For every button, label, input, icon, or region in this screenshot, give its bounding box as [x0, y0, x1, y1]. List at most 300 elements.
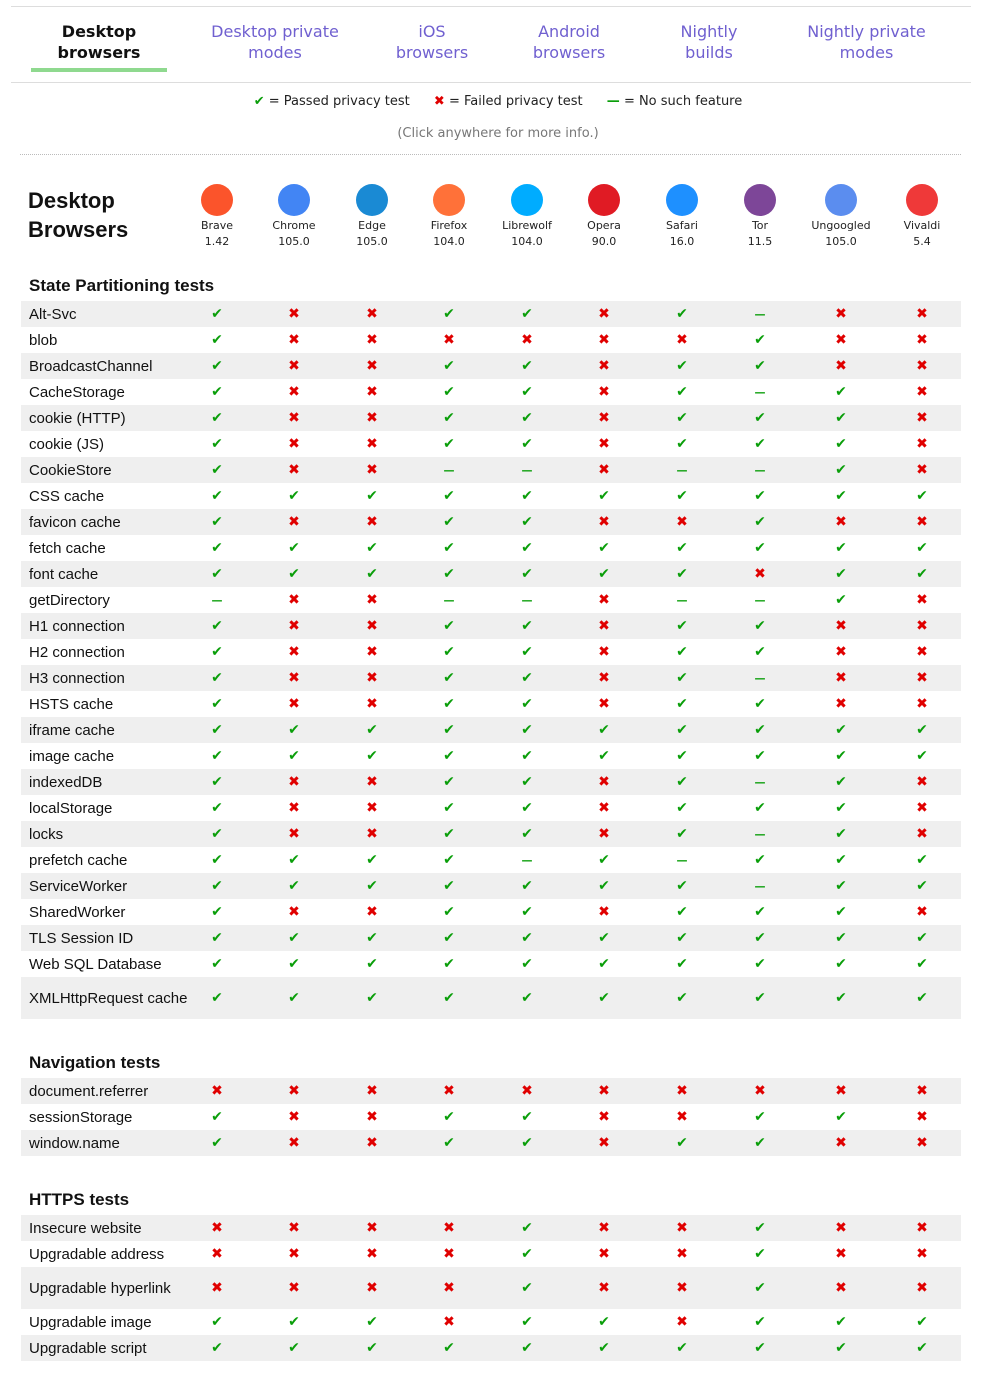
check-icon[interactable]: ✔	[754, 618, 766, 634]
check-icon[interactable]: ✔	[835, 436, 847, 452]
cross-icon[interactable]: ✖	[288, 358, 300, 374]
check-icon[interactable]: ✔	[835, 990, 847, 1006]
check-icon[interactable]: ✔	[288, 878, 300, 894]
cross-icon[interactable]: ✖	[288, 410, 300, 426]
dash-icon[interactable]: —	[521, 463, 533, 477]
check-icon[interactable]: ✔	[835, 1314, 847, 1330]
check-icon[interactable]: ✔	[521, 384, 533, 400]
cross-icon[interactable]: ✖	[835, 1083, 847, 1099]
check-icon[interactable]: ✔	[835, 800, 847, 816]
cross-icon[interactable]: ✖	[598, 1280, 610, 1296]
cross-icon[interactable]: ✖	[443, 1220, 455, 1236]
cross-icon[interactable]: ✖	[598, 1246, 610, 1262]
check-icon[interactable]: ✔	[211, 800, 223, 816]
check-icon[interactable]: ✔	[288, 1340, 300, 1356]
cross-icon[interactable]: ✖	[676, 1246, 688, 1262]
cross-icon[interactable]: ✖	[916, 618, 928, 634]
check-icon[interactable]: ✔	[521, 956, 533, 972]
cross-icon[interactable]: ✖	[916, 1135, 928, 1151]
check-icon[interactable]: ✔	[443, 956, 455, 972]
cross-icon[interactable]: ✖	[598, 774, 610, 790]
table-row[interactable]	[21, 951, 961, 977]
check-icon[interactable]: ✔	[676, 540, 688, 556]
table-row[interactable]	[21, 1335, 961, 1361]
cross-icon[interactable]: ✖	[598, 358, 610, 374]
cross-icon[interactable]: ✖	[366, 358, 378, 374]
check-icon[interactable]: ✔	[366, 990, 378, 1006]
check-icon[interactable]: ✔	[676, 488, 688, 504]
cross-icon[interactable]: ✖	[288, 1280, 300, 1296]
cross-icon[interactable]: ✖	[288, 696, 300, 712]
check-icon[interactable]: ✔	[211, 852, 223, 868]
tab-desktop-private-modes[interactable]	[195, 21, 355, 63]
cross-icon[interactable]: ✖	[598, 904, 610, 920]
cross-icon[interactable]: ✖	[835, 358, 847, 374]
check-icon[interactable]: ✔	[676, 696, 688, 712]
check-icon[interactable]: ✔	[211, 1314, 223, 1330]
tab-ios-browsers[interactable]	[382, 21, 482, 63]
dash-icon[interactable]: —	[211, 593, 223, 607]
check-icon[interactable]: ✔	[521, 878, 533, 894]
cross-icon[interactable]: ✖	[916, 1246, 928, 1262]
check-icon[interactable]: ✔	[211, 332, 223, 348]
cross-icon[interactable]: ✖	[366, 1246, 378, 1262]
check-icon[interactable]: ✔	[521, 696, 533, 712]
check-icon[interactable]: ✔	[676, 1340, 688, 1356]
check-icon[interactable]: ✔	[211, 410, 223, 426]
check-icon[interactable]: ✔	[211, 774, 223, 790]
tab-nightly-builds[interactable]	[659, 21, 759, 63]
cross-icon[interactable]: ✖	[366, 774, 378, 790]
table-row[interactable]	[21, 925, 961, 951]
cross-icon[interactable]: ✖	[288, 1220, 300, 1236]
cross-icon[interactable]: ✖	[521, 332, 533, 348]
table-row[interactable]	[21, 431, 961, 457]
check-icon[interactable]: ✔	[521, 1280, 533, 1296]
check-icon[interactable]: ✔	[835, 748, 847, 764]
check-icon[interactable]: ✔	[521, 1109, 533, 1125]
check-icon[interactable]: ✔	[676, 774, 688, 790]
check-icon[interactable]: ✔	[598, 722, 610, 738]
check-icon[interactable]: ✔	[754, 1314, 766, 1330]
table-row[interactable]	[21, 587, 961, 613]
table-row[interactable]	[21, 899, 961, 925]
cross-icon[interactable]: ✖	[366, 592, 378, 608]
check-icon[interactable]: ✔	[211, 436, 223, 452]
check-icon[interactable]: ✔	[366, 956, 378, 972]
check-icon[interactable]: ✔	[916, 852, 928, 868]
check-icon[interactable]: ✔	[443, 644, 455, 660]
check-icon[interactable]: ✔	[676, 644, 688, 660]
check-icon[interactable]: ✔	[443, 384, 455, 400]
check-icon[interactable]: ✔	[754, 722, 766, 738]
check-icon[interactable]: ✔	[443, 696, 455, 712]
check-icon[interactable]: ✔	[916, 566, 928, 582]
check-icon[interactable]: ✔	[211, 462, 223, 478]
check-icon[interactable]: ✔	[835, 878, 847, 894]
check-icon[interactable]: ✔	[754, 410, 766, 426]
check-icon[interactable]: ✔	[521, 1246, 533, 1262]
check-icon[interactable]: ✔	[598, 990, 610, 1006]
check-icon[interactable]: ✔	[676, 358, 688, 374]
cross-icon[interactable]: ✖	[835, 306, 847, 322]
cross-icon[interactable]: ✖	[288, 384, 300, 400]
check-icon[interactable]: ✔	[835, 930, 847, 946]
check-icon[interactable]: ✔	[598, 540, 610, 556]
check-icon[interactable]: ✔	[443, 1135, 455, 1151]
check-icon[interactable]: ✔	[288, 930, 300, 946]
check-icon[interactable]: ✔	[754, 904, 766, 920]
cross-icon[interactable]: ✖	[916, 904, 928, 920]
check-icon[interactable]: ✔	[211, 566, 223, 582]
check-icon[interactable]: ✔	[366, 1340, 378, 1356]
cross-icon[interactable]: ✖	[366, 618, 378, 634]
check-icon[interactable]: ✔	[754, 514, 766, 530]
cross-icon[interactable]: ✖	[835, 514, 847, 530]
check-icon[interactable]: ✔	[443, 566, 455, 582]
check-icon[interactable]: ✔	[521, 722, 533, 738]
check-icon[interactable]: ✔	[211, 670, 223, 686]
check-icon[interactable]: ✔	[676, 800, 688, 816]
check-icon[interactable]: ✔	[366, 722, 378, 738]
cross-icon[interactable]: ✖	[916, 644, 928, 660]
cross-icon[interactable]: ✖	[598, 696, 610, 712]
check-icon[interactable]: ✔	[676, 748, 688, 764]
check-icon[interactable]: ✔	[598, 930, 610, 946]
check-icon[interactable]: ✔	[366, 852, 378, 868]
check-icon[interactable]: ✔	[443, 722, 455, 738]
check-icon[interactable]: ✔	[211, 1109, 223, 1125]
check-icon[interactable]: ✔	[835, 462, 847, 478]
check-icon[interactable]: ✔	[676, 930, 688, 946]
dash-icon[interactable]: —	[521, 593, 533, 607]
check-icon[interactable]: ✔	[443, 1109, 455, 1125]
cross-icon[interactable]: ✖	[754, 566, 766, 582]
cross-icon[interactable]: ✖	[366, 306, 378, 322]
check-icon[interactable]: ✔	[288, 1314, 300, 1330]
cross-icon[interactable]: ✖	[916, 384, 928, 400]
cross-icon[interactable]: ✖	[916, 306, 928, 322]
dash-icon[interactable]: —	[443, 463, 455, 477]
check-icon[interactable]: ✔	[211, 540, 223, 556]
check-icon[interactable]: ✔	[754, 1246, 766, 1262]
check-icon[interactable]: ✔	[211, 696, 223, 712]
cross-icon[interactable]: ✖	[366, 1280, 378, 1296]
dash-icon[interactable]: —	[676, 463, 688, 477]
dash-icon[interactable]: —	[754, 463, 766, 477]
check-icon[interactable]: ✔	[366, 488, 378, 504]
check-icon[interactable]: ✔	[366, 748, 378, 764]
cross-icon[interactable]: ✖	[835, 644, 847, 660]
check-icon[interactable]: ✔	[521, 904, 533, 920]
check-icon[interactable]: ✔	[754, 540, 766, 556]
check-icon[interactable]: ✔	[211, 618, 223, 634]
check-icon[interactable]: ✔	[916, 722, 928, 738]
cross-icon[interactable]: ✖	[443, 1280, 455, 1296]
cross-icon[interactable]: ✖	[288, 826, 300, 842]
cross-icon[interactable]: ✖	[598, 800, 610, 816]
check-icon[interactable]: ✔	[916, 488, 928, 504]
check-icon[interactable]: ✔	[211, 644, 223, 660]
cross-icon[interactable]: ✖	[835, 696, 847, 712]
check-icon[interactable]: ✔	[835, 592, 847, 608]
check-icon[interactable]: ✔	[366, 540, 378, 556]
cross-icon[interactable]: ✖	[598, 1135, 610, 1151]
cross-icon[interactable]: ✖	[366, 410, 378, 426]
cross-icon[interactable]: ✖	[835, 332, 847, 348]
check-icon[interactable]: ✔	[835, 384, 847, 400]
check-icon[interactable]: ✔	[211, 930, 223, 946]
check-icon[interactable]: ✔	[676, 1135, 688, 1151]
check-icon[interactable]: ✔	[521, 1340, 533, 1356]
check-icon[interactable]: ✔	[288, 566, 300, 582]
check-icon[interactable]: ✔	[443, 410, 455, 426]
check-icon[interactable]: ✔	[521, 540, 533, 556]
dash-icon[interactable]: —	[754, 671, 766, 685]
check-icon[interactable]: ✔	[598, 878, 610, 894]
check-icon[interactable]: ✔	[598, 1340, 610, 1356]
check-icon[interactable]: ✔	[366, 566, 378, 582]
table-row[interactable]	[21, 353, 961, 379]
check-icon[interactable]: ✔	[211, 826, 223, 842]
check-icon[interactable]: ✔	[521, 514, 533, 530]
cross-icon[interactable]: ✖	[754, 1083, 766, 1099]
cross-icon[interactable]: ✖	[916, 462, 928, 478]
cross-icon[interactable]: ✖	[916, 592, 928, 608]
table-row[interactable]	[21, 379, 961, 405]
cross-icon[interactable]: ✖	[676, 1280, 688, 1296]
cross-icon[interactable]: ✖	[211, 1280, 223, 1296]
table-row[interactable]	[21, 769, 961, 795]
check-icon[interactable]: ✔	[754, 1220, 766, 1236]
check-icon[interactable]: ✔	[916, 1340, 928, 1356]
cross-icon[interactable]: ✖	[598, 462, 610, 478]
dash-icon[interactable]: —	[754, 879, 766, 893]
cross-icon[interactable]: ✖	[288, 618, 300, 634]
check-icon[interactable]: ✔	[676, 990, 688, 1006]
cross-icon[interactable]: ✖	[366, 800, 378, 816]
dash-icon[interactable]: —	[754, 307, 766, 321]
cross-icon[interactable]: ✖	[835, 670, 847, 686]
table-row[interactable]	[21, 535, 961, 561]
check-icon[interactable]: ✔	[521, 800, 533, 816]
check-icon[interactable]: ✔	[211, 956, 223, 972]
cross-icon[interactable]: ✖	[598, 826, 610, 842]
cross-icon[interactable]: ✖	[366, 1083, 378, 1099]
check-icon[interactable]: ✔	[443, 930, 455, 946]
table-row[interactable]	[21, 1215, 961, 1241]
check-icon[interactable]: ✔	[211, 722, 223, 738]
check-icon[interactable]: ✔	[521, 990, 533, 1006]
check-icon[interactable]: ✔	[676, 410, 688, 426]
cross-icon[interactable]: ✖	[916, 1220, 928, 1236]
dash-icon[interactable]: —	[754, 827, 766, 841]
check-icon[interactable]: ✔	[211, 514, 223, 530]
check-icon[interactable]: ✔	[676, 384, 688, 400]
cross-icon[interactable]: ✖	[676, 1083, 688, 1099]
cross-icon[interactable]: ✖	[916, 1280, 928, 1296]
check-icon[interactable]: ✔	[288, 722, 300, 738]
check-icon[interactable]: ✔	[754, 644, 766, 660]
cross-icon[interactable]: ✖	[211, 1246, 223, 1262]
cross-icon[interactable]: ✖	[366, 644, 378, 660]
cross-icon[interactable]: ✖	[916, 696, 928, 712]
cross-icon[interactable]: ✖	[288, 774, 300, 790]
cross-icon[interactable]: ✖	[288, 306, 300, 322]
tab-desktop-browsers[interactable]	[31, 21, 167, 63]
check-icon[interactable]: ✔	[521, 930, 533, 946]
check-icon[interactable]: ✔	[835, 1340, 847, 1356]
cross-icon[interactable]: ✖	[366, 1135, 378, 1151]
cross-icon[interactable]: ✖	[835, 618, 847, 634]
cross-icon[interactable]: ✖	[211, 1220, 223, 1236]
cross-icon[interactable]: ✖	[366, 332, 378, 348]
check-icon[interactable]: ✔	[521, 488, 533, 504]
cross-icon[interactable]: ✖	[916, 1109, 928, 1125]
check-icon[interactable]: ✔	[835, 826, 847, 842]
dash-icon[interactable]: —	[754, 593, 766, 607]
check-icon[interactable]: ✔	[835, 852, 847, 868]
table-row[interactable]	[21, 327, 961, 353]
check-icon[interactable]: ✔	[676, 878, 688, 894]
table-row[interactable]	[21, 821, 961, 847]
check-icon[interactable]: ✔	[443, 670, 455, 686]
check-icon[interactable]: ✔	[443, 748, 455, 764]
check-icon[interactable]: ✔	[598, 1314, 610, 1330]
cross-icon[interactable]: ✖	[598, 384, 610, 400]
check-icon[interactable]: ✔	[754, 956, 766, 972]
cross-icon[interactable]: ✖	[443, 1314, 455, 1330]
cross-icon[interactable]: ✖	[916, 826, 928, 842]
cross-icon[interactable]: ✖	[676, 514, 688, 530]
table-row[interactable]	[21, 509, 961, 535]
check-icon[interactable]: ✔	[366, 1314, 378, 1330]
check-icon[interactable]: ✔	[676, 566, 688, 582]
check-icon[interactable]: ✔	[443, 878, 455, 894]
check-icon[interactable]: ✔	[443, 774, 455, 790]
check-icon[interactable]: ✔	[443, 990, 455, 1006]
check-icon[interactable]: ✔	[835, 774, 847, 790]
check-icon[interactable]: ✔	[754, 1340, 766, 1356]
check-icon[interactable]: ✔	[521, 618, 533, 634]
check-icon[interactable]: ✔	[676, 306, 688, 322]
table-row[interactable]	[21, 1130, 961, 1156]
check-icon[interactable]: ✔	[521, 1220, 533, 1236]
table-row[interactable]	[21, 1241, 961, 1267]
check-icon[interactable]: ✔	[443, 618, 455, 634]
check-icon[interactable]: ✔	[754, 748, 766, 764]
check-icon[interactable]: ✔	[443, 540, 455, 556]
check-icon[interactable]: ✔	[521, 306, 533, 322]
check-icon[interactable]: ✔	[443, 358, 455, 374]
cross-icon[interactable]: ✖	[288, 332, 300, 348]
cross-icon[interactable]: ✖	[366, 670, 378, 686]
cross-icon[interactable]: ✖	[211, 1083, 223, 1099]
table-row[interactable]	[21, 1309, 961, 1335]
check-icon[interactable]: ✔	[598, 488, 610, 504]
check-icon[interactable]: ✔	[521, 644, 533, 660]
check-icon[interactable]: ✔	[443, 488, 455, 504]
cross-icon[interactable]: ✖	[288, 1109, 300, 1125]
cross-icon[interactable]: ✖	[288, 514, 300, 530]
dash-icon[interactable]: —	[443, 593, 455, 607]
check-icon[interactable]: ✔	[916, 540, 928, 556]
check-icon[interactable]: ✔	[835, 410, 847, 426]
check-icon[interactable]: ✔	[754, 696, 766, 712]
dash-icon[interactable]: —	[676, 853, 688, 867]
table-row[interactable]	[21, 483, 961, 509]
cross-icon[interactable]: ✖	[835, 1246, 847, 1262]
table-row[interactable]	[21, 743, 961, 769]
check-icon[interactable]: ✔	[835, 904, 847, 920]
cross-icon[interactable]: ✖	[443, 1246, 455, 1262]
check-icon[interactable]: ✔	[211, 990, 223, 1006]
check-icon[interactable]: ✔	[754, 990, 766, 1006]
cross-icon[interactable]: ✖	[598, 332, 610, 348]
dash-icon[interactable]: —	[521, 853, 533, 867]
cross-icon[interactable]: ✖	[916, 800, 928, 816]
check-icon[interactable]: ✔	[916, 956, 928, 972]
check-icon[interactable]: ✔	[598, 956, 610, 972]
check-icon[interactable]: ✔	[676, 436, 688, 452]
cross-icon[interactable]: ✖	[288, 1246, 300, 1262]
cross-icon[interactable]: ✖	[598, 306, 610, 322]
cross-icon[interactable]: ✖	[366, 514, 378, 530]
check-icon[interactable]: ✔	[754, 332, 766, 348]
check-icon[interactable]: ✔	[835, 956, 847, 972]
check-icon[interactable]: ✔	[916, 930, 928, 946]
check-icon[interactable]: ✔	[211, 358, 223, 374]
check-icon[interactable]: ✔	[916, 878, 928, 894]
check-icon[interactable]: ✔	[288, 488, 300, 504]
cross-icon[interactable]: ✖	[676, 1109, 688, 1125]
check-icon[interactable]: ✔	[598, 852, 610, 868]
check-icon[interactable]: ✔	[521, 774, 533, 790]
check-icon[interactable]: ✔	[366, 930, 378, 946]
check-icon[interactable]: ✔	[521, 358, 533, 374]
check-icon[interactable]: ✔	[916, 1314, 928, 1330]
check-icon[interactable]: ✔	[211, 384, 223, 400]
cross-icon[interactable]: ✖	[598, 618, 610, 634]
cross-icon[interactable]: ✖	[598, 514, 610, 530]
check-icon[interactable]: ✔	[521, 410, 533, 426]
cross-icon[interactable]: ✖	[676, 1220, 688, 1236]
check-icon[interactable]: ✔	[754, 1135, 766, 1151]
check-icon[interactable]: ✔	[521, 826, 533, 842]
check-icon[interactable]: ✔	[288, 540, 300, 556]
check-icon[interactable]: ✔	[754, 488, 766, 504]
cross-icon[interactable]: ✖	[916, 358, 928, 374]
check-icon[interactable]: ✔	[288, 852, 300, 868]
table-row[interactable]	[21, 301, 961, 327]
check-icon[interactable]: ✔	[211, 488, 223, 504]
check-icon[interactable]: ✔	[754, 1109, 766, 1125]
cross-icon[interactable]: ✖	[598, 436, 610, 452]
table-row[interactable]	[21, 977, 961, 1019]
cross-icon[interactable]: ✖	[916, 1083, 928, 1099]
check-icon[interactable]: ✔	[754, 852, 766, 868]
cross-icon[interactable]: ✖	[288, 800, 300, 816]
cross-icon[interactable]: ✖	[916, 774, 928, 790]
check-icon[interactable]: ✔	[443, 852, 455, 868]
cross-icon[interactable]: ✖	[676, 1314, 688, 1330]
dash-icon[interactable]: —	[754, 775, 766, 789]
check-icon[interactable]: ✔	[443, 800, 455, 816]
table-row[interactable]	[21, 639, 961, 665]
check-icon[interactable]: ✔	[366, 878, 378, 894]
cross-icon[interactable]: ✖	[916, 436, 928, 452]
check-icon[interactable]: ✔	[211, 306, 223, 322]
